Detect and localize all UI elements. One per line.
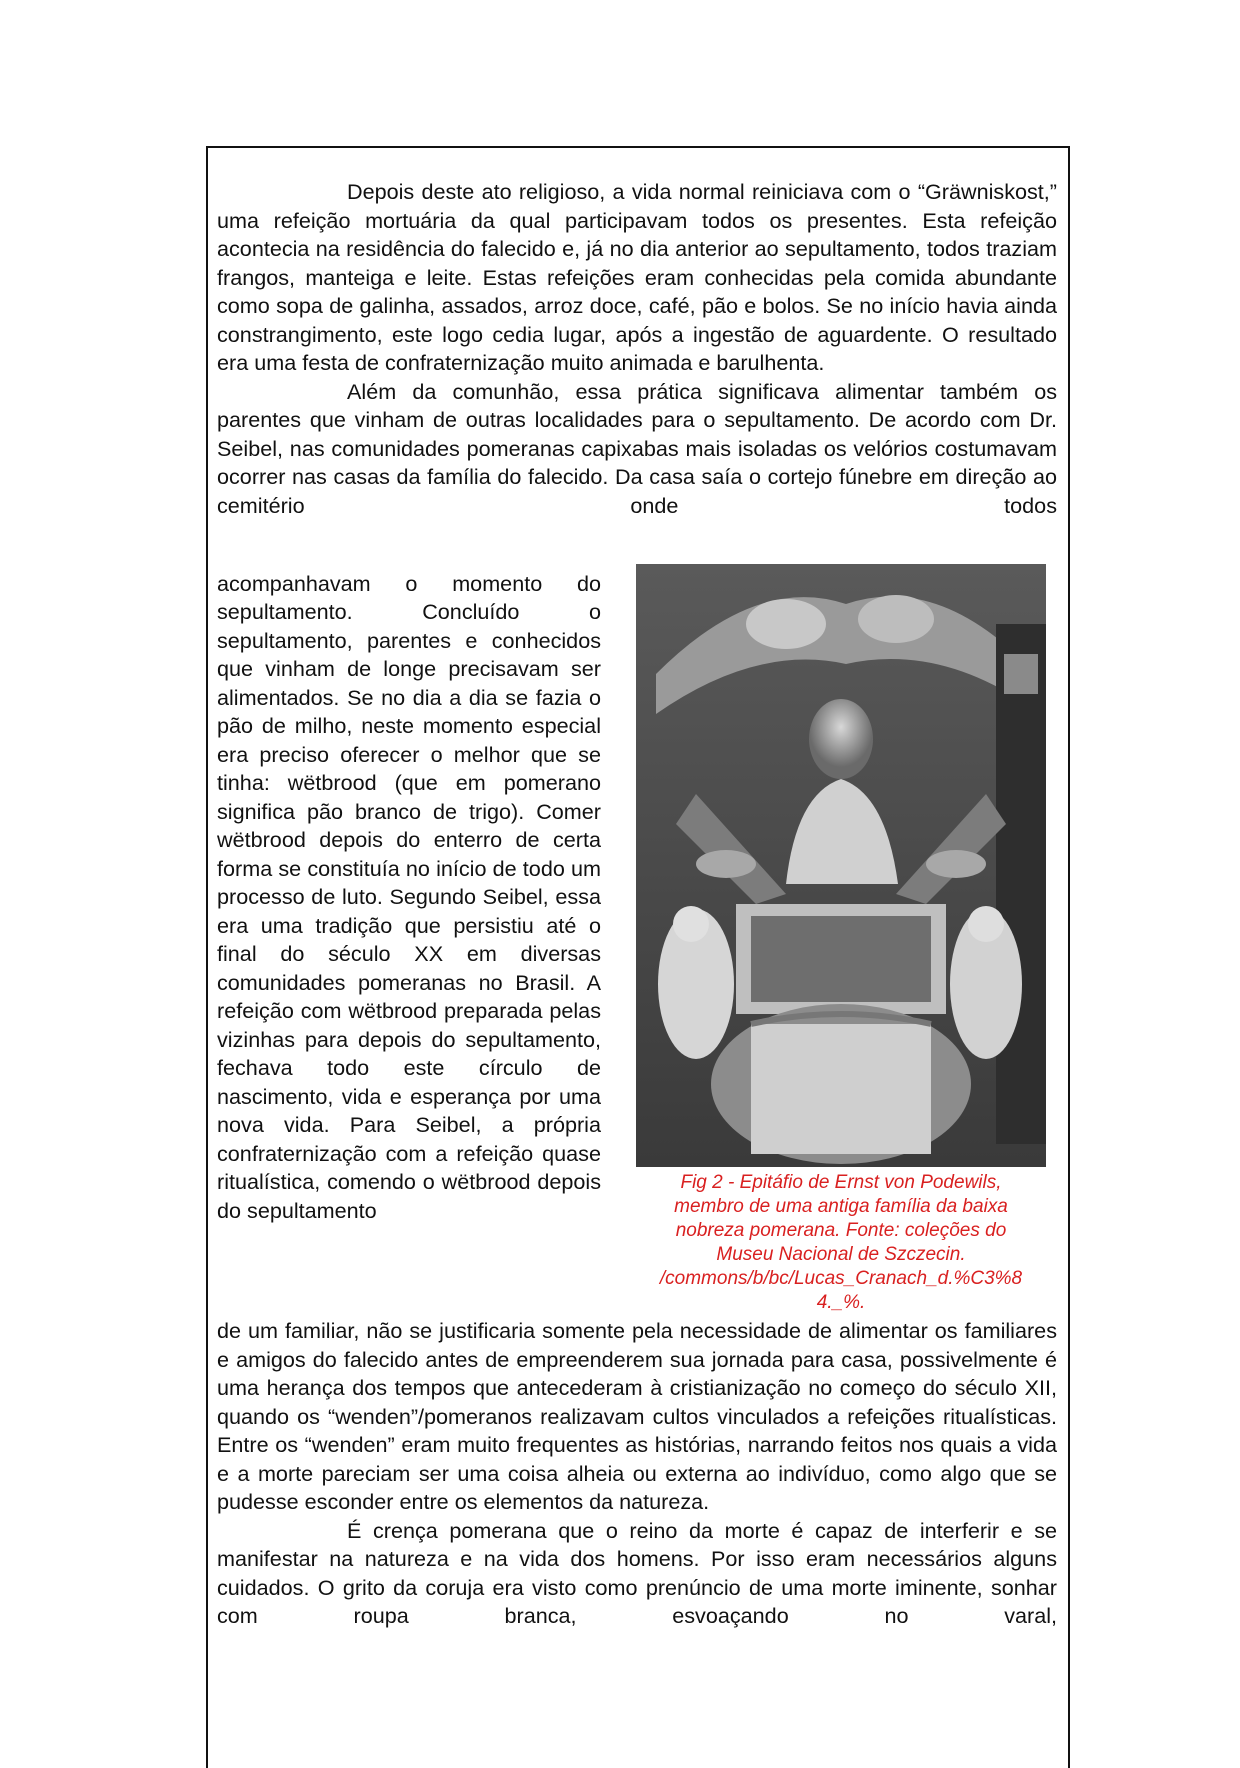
text-block-top [217,178,1057,520]
epitaph-photo [636,564,1046,1167]
paragraph: acompanhavam o momento do sepultamento. Concluído o sepultamento, parentes e conhecidos que vinham de longe precisavam ser alimentados. Se no dia a dia se fazia o pão de milho, neste momento especial era preciso oferecer o melhor que se tinha: wëtbrood (que em pomerano significa pão branco de trigo). Comer wëtbrood depois do enterro de certa forma se constituía no início de todo um processo de luto. Segundo Seibel, essa era uma tradição que persistiu até o final do século XX em diversas comunidades pomeranas no Brasil. A refeição com wëtbrood preparada pelas vizinhas para depois do sepultamento, fechava todo este círculo de nascimento, vida e esperança por uma nova vida. Para Seibel, a própria confraternização com a refeição quase ritualística, comendo o wëtbrood depois do sepultamento [217,570,601,1223]
paragraph: É crença pomerana que o reino da morte é capaz de interferir e se manifestar na natureza e na vida dos homens. Por isso eram necessários alguns cuidados. O grito da coruja era visto como prenúncio de uma morte iminente, sonhar com roupa branca, esvoaçando no varal, [217,1517,1057,1628]
text-block-bottom [217,1317,1057,1631]
caption-line: Fig 2 - Epitáfio de Ernst von Podewils, [680,1172,1002,1193]
caption-line: Museu Nacional de Szczecin. [716,1244,966,1265]
paragraph: Além da comunhão, essa prática significava alimentar também os parentes que vinham de outras localidades para o sepultamento. De acordo com Dr. Seibel, nas comunidades pomeranas capixabas mais isoladas os velórios costumavam ocorrer nas casas da família do falecido. Da casa saía o cortejo fúnebre em direção ao cemitério onde todos [217,378,1057,518]
caption-line: nobreza pomerana. Fonte: coleções do [675,1220,1007,1241]
text-column-left [217,548,601,1247]
paragraph: de um familiar, não se justificaria somente pela necessidade de alimentar os familiares e amigos do falecido antes de empreenderem sua jornada para casa, possivelmente é uma herança dos tempos que antecederam à cristianização no começo do século XII, quando os “wenden”/pomeranos realizavam cultos vinculados a refeições ritualísticas. Entre os “wenden” eram muito frequentes as histórias, narrando feitos nos quais a vida e a morte pareciam ser uma coisa alheia ou externa ao indivíduo, como algo que se pudesse esconder entre os elementos da natureza. [217,1318,1057,1514]
figure-caption [636,1171,1046,1315]
caption-line: membro de uma antiga família da baixa [674,1196,1008,1217]
caption-line: /commons/b/bc/Lucas_Cranach_d.%C3%8 [659,1268,1023,1289]
figure [636,564,1046,1315]
paragraph: Depois deste ato religioso, a vida normal reiniciava com o “Gräwniskost,” uma refeição mortuária da qual participavam todos os presentes. Esta refeição acontecia na residência do falecido e, já no dia anterior ao sepultamento, todos traziam frangos, manteiga e leite. Estas refeições eram conhecidas pela comida abundante como sopa de galinha, assados, arroz doce, café, pão e bolos. Se no início havia ainda constrangimento, este logo cedia lugar, após a ingestão de aguardente. O resultado era uma festa de confraternização muito animada e barulhenta. [217,179,1057,375]
caption-line: 4._%. [816,1292,866,1313]
